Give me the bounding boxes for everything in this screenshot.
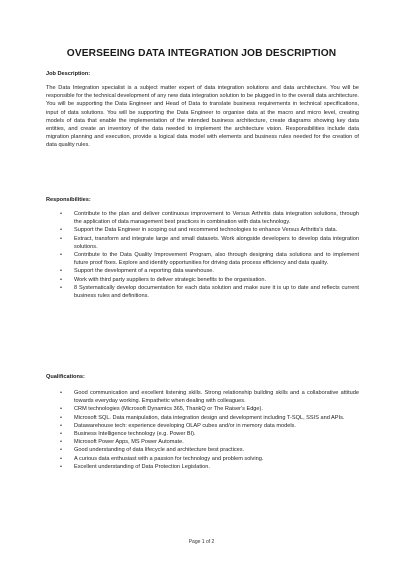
job-description-heading: Job Description: (46, 71, 91, 77)
bullet-icon: • (60, 431, 62, 438)
list-item (46, 284, 359, 300)
list-item-text: Good understanding of data lifecycle and architecture best practices. (74, 447, 245, 454)
list-item-text: Excellent understanding of Data Protection Legislation. (74, 463, 210, 470)
list-item (46, 389, 359, 405)
responsibilities-heading: Responsibilities: (46, 197, 91, 203)
qualifications-list (46, 389, 359, 471)
list-item (46, 430, 359, 438)
bullet-icon: • (60, 235, 62, 242)
list-item-text: Datawarehouse tech: experience developing OLAP cubes and/or in memory data models. (74, 422, 296, 429)
list-item (46, 251, 359, 267)
bullet-icon: • (60, 422, 62, 429)
page-number: Page 1 of 2 (188, 539, 215, 545)
list-item (46, 210, 359, 226)
list-item-text: Microsoft SQL. Data manipulation, data integration design and development including T-SQL, SSIS and APIs. (74, 414, 345, 421)
list-item (46, 463, 359, 471)
bullet-icon: • (60, 390, 62, 396)
bullet-icon: • (60, 252, 62, 259)
list-item (46, 226, 359, 234)
list-item-text: Microsoft Power Apps, MS Power Automate. (74, 439, 184, 446)
job-description-text: The Data Integration specialist is a subject matter expert of data integration solutions and data architecture. You will be responsible for the technical development of any new data integration solution to be plugged in to the overall data architecture. You will be supporting the Data Engineer and Head of Data to translate business requirements in technical specifications, input of data solutions. You will be supporting the Data Engineer to organise data at the macro and micro level, creating models of data that enable the implementation of the intended business architecture, create diagrams showing key data entities, and create an inventory of the data needed to implement the architecture vision. Responsibilities include data migration planning and execution, provide a logical data model with elements and business rules needed for the creation of data quality rules. (46, 85, 359, 149)
bullet-icon: • (60, 455, 62, 462)
bullet-icon: • (60, 406, 62, 413)
list-item-text: Work with third party suppliers to deliver strategic benefits to the organisation. (74, 276, 267, 283)
list-item (46, 422, 359, 430)
bullet-icon: • (60, 276, 62, 283)
list-item-text: Business Intelligence technology (e.g. Power BI). (74, 431, 196, 438)
bullet-icon: • (60, 268, 62, 275)
list-item-text: CRM technologies (Microsoft Dynamics 365, ThankQ or The Raiser's Edge). (74, 406, 263, 413)
qualifications-heading: Qualifications: (46, 374, 85, 380)
list-item (46, 455, 359, 463)
list-item (46, 446, 359, 454)
list-item (46, 235, 359, 251)
bullet-icon: • (60, 414, 62, 421)
responsibilities-list (46, 210, 359, 300)
list-item-text: A curious data enthusiast with a passion for technology and problem solving. (74, 455, 264, 462)
document-title: OVERSEEING DATA INTEGRATION JOB DESCRIPTION (66, 48, 337, 59)
bullet-icon: • (60, 447, 62, 454)
list-item-text: Support the development of a reporting data warehouse. (74, 268, 214, 275)
list-item (46, 414, 359, 422)
list-item (46, 438, 359, 446)
bullet-icon: • (60, 211, 62, 217)
bullet-icon: • (60, 439, 62, 446)
bullet-icon: • (60, 463, 62, 470)
bullet-icon: • (60, 227, 62, 234)
list-item-text: Contribute to the Data Quality Improvement Program, also through designing data solutions and to implement future proof fixes. Explore and identify opportunities for driving data process efficiency and data quality. (74, 252, 359, 267)
list-item-text: Extract, transform and integrate large and small datasets. Work alongside developers to develop data integration solutions. (74, 235, 359, 250)
list-item-text: Good communication and excellent listening skills. Strong relationship building skills and a collaborative attitude towards everyday working. Empathetic when dealing with colleagues. (74, 390, 359, 405)
list-item-text: Contribute to the plan and deliver continuous improvement to Versus Arthritis data integration solutions, through the application of data management best practices in combination with data technology. (74, 211, 359, 226)
list-item (46, 405, 359, 413)
list-item-text: Support the Data Engineer in scoping out and recommend technologies to enhance Versus Arthritis's data. (74, 227, 338, 234)
list-item (46, 276, 359, 284)
bullet-icon: • (60, 284, 62, 291)
list-item (46, 267, 359, 275)
list-item-text: 8 Systematically develop documentation for each data solution and make sure it is up to date and reflects current business rules and definitions. (74, 284, 359, 300)
